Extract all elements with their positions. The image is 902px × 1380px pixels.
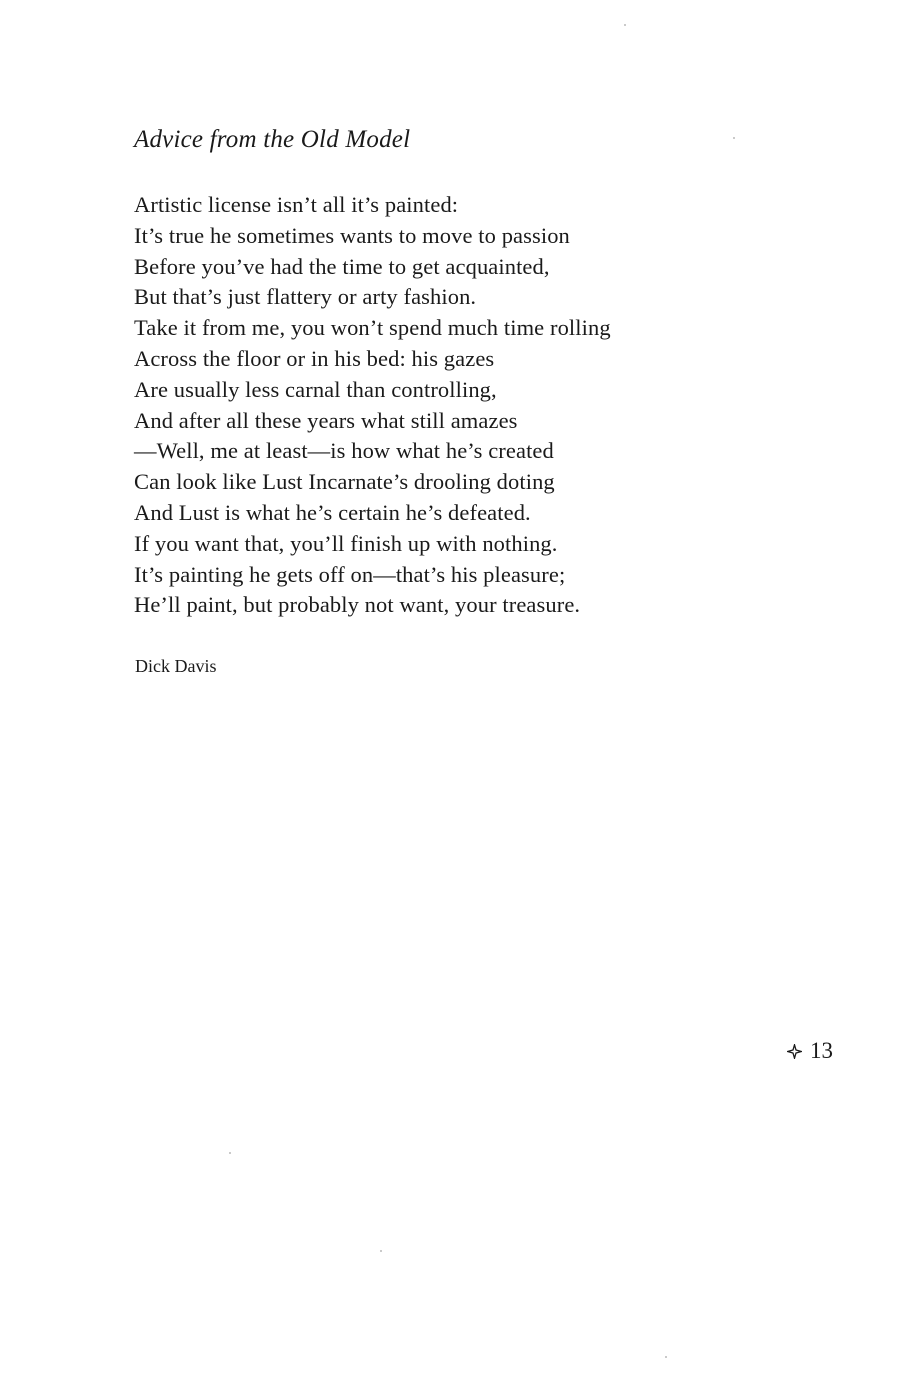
poem-line: It’s painting he gets off on—that’s his pleasure;	[134, 561, 566, 587]
poem-line: Take it from me, you won’t spend much time rolling	[134, 315, 611, 341]
page-number-footer	[787, 1038, 833, 1064]
poem-line: Before you’ve had the time to get acquainted,	[134, 253, 550, 279]
scan-speck	[665, 1356, 667, 1358]
poem-line: But that’s just flattery or arty fashion.	[134, 284, 477, 310]
poem-line: It’s true he sometimes wants to move to passion	[134, 222, 570, 248]
poem-line: —Well, me at least—is how what he’s created	[134, 438, 554, 464]
poem-line: If you want that, you’ll finish up with nothing.	[134, 530, 558, 556]
poem-line: And Lust is what he’s certain he’s defeated.	[134, 499, 531, 525]
poem-line: Across the floor or in his bed: his gazes	[134, 345, 495, 371]
scan-speck	[229, 1152, 231, 1154]
scan-speck	[380, 1250, 382, 1252]
poem-line: Artistic license isn’t all it’s painted:	[134, 192, 459, 217]
poem-line: Are usually less carnal than controlling,	[134, 376, 497, 402]
four-point-star-icon	[787, 1044, 802, 1059]
poem-line: Can look like Lust Incarnate’s drooling doting	[134, 469, 555, 495]
poem-body	[134, 190, 611, 621]
poem-line: He’ll paint, but probably not want, your treasure.	[134, 592, 581, 618]
scan-speck	[624, 24, 626, 26]
poem-line: And after all these years what still amazes	[134, 407, 518, 433]
scan-speck	[733, 137, 735, 139]
page-number: 13	[810, 1038, 833, 1063]
poem-author: Dick Davis	[135, 656, 217, 676]
poem-title: Advice from the Old Model	[134, 126, 411, 153]
